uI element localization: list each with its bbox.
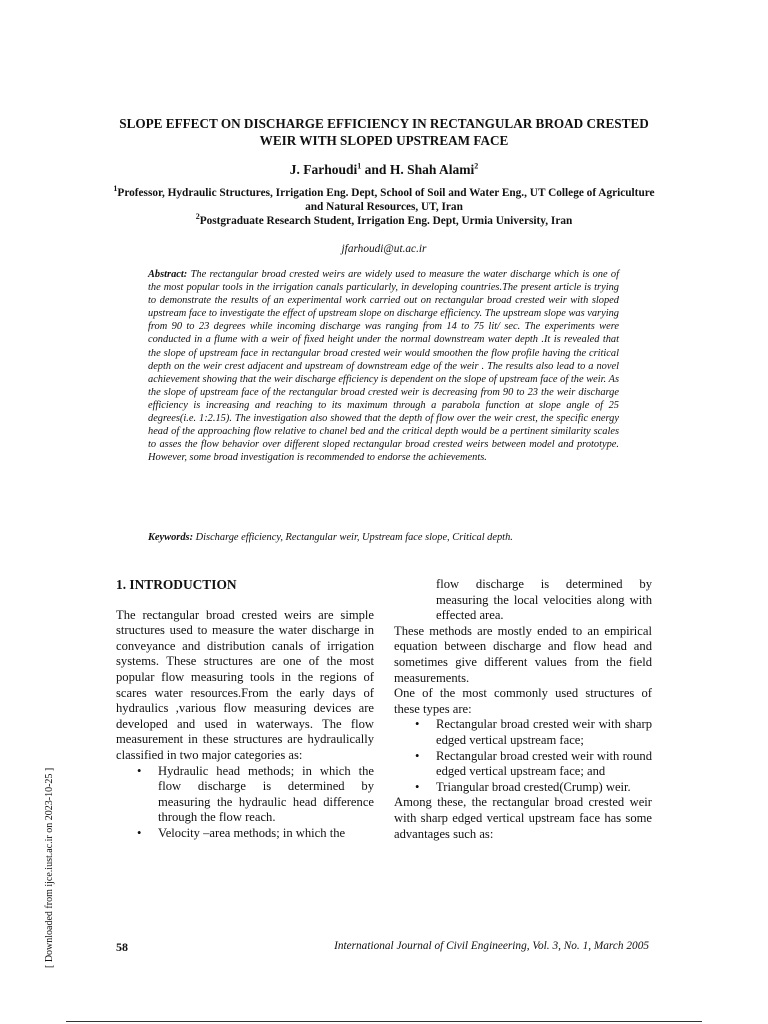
bullet-icon: • bbox=[137, 763, 142, 778]
weir-types-list bbox=[415, 717, 652, 795]
download-watermark: [ Downloaded from ijce.iust.ac.ir on 2023-10-25 ] bbox=[44, 767, 55, 968]
list-item: • Rectangular broad crested weir with sharp edged vertical upstream face; bbox=[415, 717, 652, 747]
bullet-icon: • bbox=[415, 717, 420, 732]
bottom-rule bbox=[66, 1021, 702, 1022]
list-item: • Velocity –area methods; in which the bbox=[137, 825, 346, 840]
intro-paragraph-2: These methods are mostly ended to an empirical equation between discharge and flow head and sometimes give different values from the field measurements. bbox=[394, 623, 652, 685]
methods-list bbox=[137, 763, 374, 842]
affiliation-1: $^1$Professor, Hydraulic Structures, Irrigation Eng. Dept, School of Soil and Water Eng., UT College of Agriculture and Natural Resources, UT, Iran bbox=[113, 184, 655, 213]
author-1: J. Farhoudi bbox=[289, 162, 358, 177]
keywords bbox=[148, 532, 619, 543]
abstract bbox=[148, 268, 619, 464]
journal-citation: International Journal of Civil Engineering, Vol. 3, No. 1, March 2005 bbox=[334, 940, 649, 952]
section-heading: 1. INTRODUCTION bbox=[116, 577, 237, 592]
authors bbox=[100, 162, 668, 178]
left-column bbox=[116, 577, 374, 842]
bullet-icon: • bbox=[415, 748, 420, 763]
intro-paragraph-1: The rectangular broad crested weirs are simple structures used to measure the water discharge in conveyance and distribution canals of irrigation systems. These structures are one of the most popular flow measuring tools in the regions of scares water resources.From the early days of hydraulics ,various flow measuring devices are developed and used in waterways. The flow measurement in these structures are hydraulically classified in two major categories as: bbox=[116, 607, 374, 762]
author-2-sup: 2 bbox=[474, 161, 479, 171]
paper-title: SLOPE EFFECT ON DISCHARGE EFFICIENCY IN RECTANGULAR BROAD CRESTED WEIR WITH SLOPED UPSTREAM FACE bbox=[119, 116, 649, 148]
right-column bbox=[394, 577, 652, 842]
affiliations bbox=[108, 186, 660, 228]
abstract-text: The rectangular broad crested weirs are widely used to measure the water discharge which is one of the most popular tools in the irrigation canals particularly, in developing countries.The present article is trying to demonstrate the results of an experimental work carried out on rectangular broad crested weir with sloped upstream face to investigate the effect of upstream slope on discharge efficiency. The upstream slope was varying from 90 to 23 degrees while incoming discharge was ranging from 14 to 75 lit/ sec. The experiments were conducted in a flume with a weir of fixed height under the normal downstream water depth .It is revealed that the slope of upstream face in rectangular broad crested weir would smoothen the flow profile having the critical depth on the weir crest adjacent and upstream of downstream edge of the weir . The results also lead to a novel achievement showing that the weir discharge efficiency is dependent on the slope of upstream face of the weir. As the slope of upstream face of the rectangular broad crested weir is decreasing from 90 to 23 the weir discharge efficiency is increasing and reaching to its maximum through a parabola function at slope angle of 25 degrees(i.e. 1:2.15). The investigation also showed that the depth of flow over the weir crest, the specific energy head of the approaching flow relative to chanel bed and the critical depth would be a pertinent similarity scales to asses the flow behavior over different sloped rectangular broad crested weirs between model and prototype. However, some broad investigation is recommended to endorse the achievements. bbox=[148, 269, 619, 464]
list-item: • Triangular broad crested(Crump) weir. bbox=[415, 779, 631, 794]
abstract-label: Abstract: bbox=[148, 269, 188, 280]
intro-paragraph-4: Among these, the rectangular broad crested weir with sharp edged vertical upstream face has some advantages such as: bbox=[394, 795, 652, 841]
bullet-icon: • bbox=[415, 779, 420, 794]
author-1-sup: 1 bbox=[357, 161, 362, 171]
author-2: and H. Shah Alami bbox=[361, 162, 475, 177]
list-item-continuation: flow discharge is determined by measuring the local velocities along with effected area. bbox=[436, 577, 652, 623]
keywords-label: Keywords: bbox=[148, 532, 194, 543]
affiliation-2: $^2$Postgraduate Research Student, Irrigation Eng. Dept, Urmia University, Iran bbox=[195, 212, 573, 227]
author-email[interactable]: jfarhoudi@ut.ac.ir bbox=[341, 243, 427, 255]
bullet-icon: • bbox=[137, 825, 142, 840]
keywords-text: Discharge efficiency, Rectangular weir, Upstream face slope, Critical depth. bbox=[193, 532, 513, 543]
page-number: 58 bbox=[116, 940, 128, 954]
list-item: • Rectangular broad crested weir with round edged vertical upstream face; and bbox=[415, 748, 652, 779]
list-item: • Hydraulic head methods; in which the flow discharge is determined by measuring the hydraulic head difference through the flow reach. bbox=[137, 763, 374, 825]
intro-paragraph-3: One of the most commonly used structures of these types are: bbox=[394, 686, 652, 716]
